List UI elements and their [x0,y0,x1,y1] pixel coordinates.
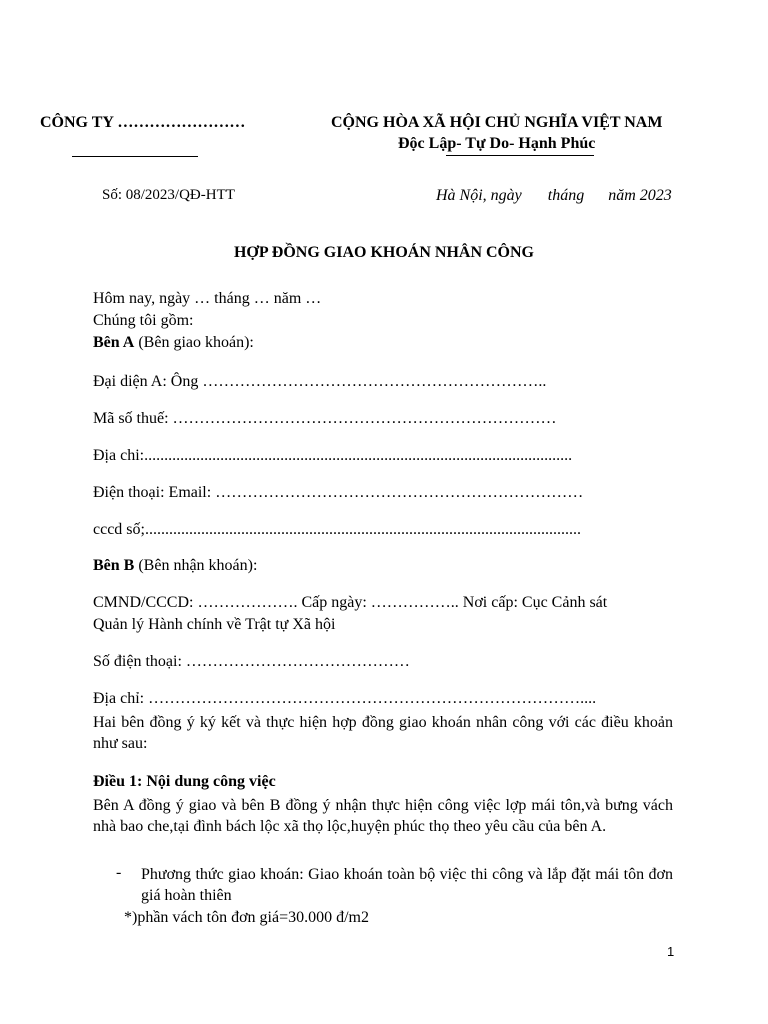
party-a-heading [93,334,254,352]
party-b-address: Địa chỉ: ……………………………………………………………………….... [93,690,597,707]
party-a-representative: Đại diện A: Ông ……………………………………………………….. [93,373,547,390]
nation-motto: Độc Lập- Tự Do- Hạnh Phúc [398,135,596,152]
motto-underline [446,155,594,156]
party-b-label: Bên B [93,557,135,574]
bullet-marker: - [116,864,122,881]
company-name: CÔNG TY …………………… [40,114,246,131]
party-b-heading [93,557,257,575]
party-a-label: Bên A [93,334,135,351]
company-underline [72,156,198,157]
party-b-role: (Bên nhận khoán): [134,557,258,574]
party-a-address: Địa chi:........................................................................................................... [93,447,573,464]
article-1-heading: Điều 1: Nội dung công việc [93,773,276,790]
place-date [436,187,672,205]
intro-we-are: Chúng tôi gồm: [93,312,194,329]
party-b-phone: Số điện thoại: …………………………………… [93,653,410,670]
intro-date-line: Hôm nay, ngày … tháng … năm … [93,290,322,307]
article-1-bullet: Phương thức giao khoán: Giao khoán toàn bộ việc thi công và lắp đặt mái tôn đơn giá hoàn thiên [141,866,673,904]
place-date-month: tháng [547,187,585,204]
place-date-city: Hà Nội, ngày [436,187,522,204]
place-date-year: năm 2023 [608,187,672,204]
document-number: Số: 08/2023/QĐ-HTT [102,187,235,203]
page-number: 1 [667,944,675,959]
party-a-phone-email: Điện thoại: Email: …………………………………………………………… [93,484,584,501]
party-a-tax-code: Mã số thuế: ……………………………………………………………… [93,410,557,427]
party-a-id-card: cccd số;............................................................................................................. [93,521,581,538]
agreement-paragraph: Hai bên đồng ý ký kết và thực hiện hợp đồng giao khoán nhân công với các điều khoản như sau: [93,714,673,752]
contract-title: HỢP ĐỒNG GIAO KHOÁN NHÂN CÔNG [233,244,534,261]
party-b-id-line-2: Quản lý Hành chính về Trật tự Xã hội [93,616,336,633]
party-b-id-line-1: CMND/CCCD: ………………. Cấp ngày: …………….. Nơi cấp: Cục Cảnh sát [93,594,608,611]
nation-title: CỘNG HÒA XÃ HỘI CHỦ NGHĨA VIỆT NAM [331,114,663,131]
article-1-note: *)phần vách tôn đơn giá=30.000 đ/m2 [124,909,369,926]
party-a-role: (Bên giao khoán): [134,334,254,351]
article-1-text: Bên A đồng ý giao và bên B đồng ý nhận thực hiện công việc lợp mái tôn,và bưng vách nhà bao che,tại đình bách lộc xã thọ lộc,huyện phúc thọ theo yêu cầu của bên A. [93,797,673,835]
